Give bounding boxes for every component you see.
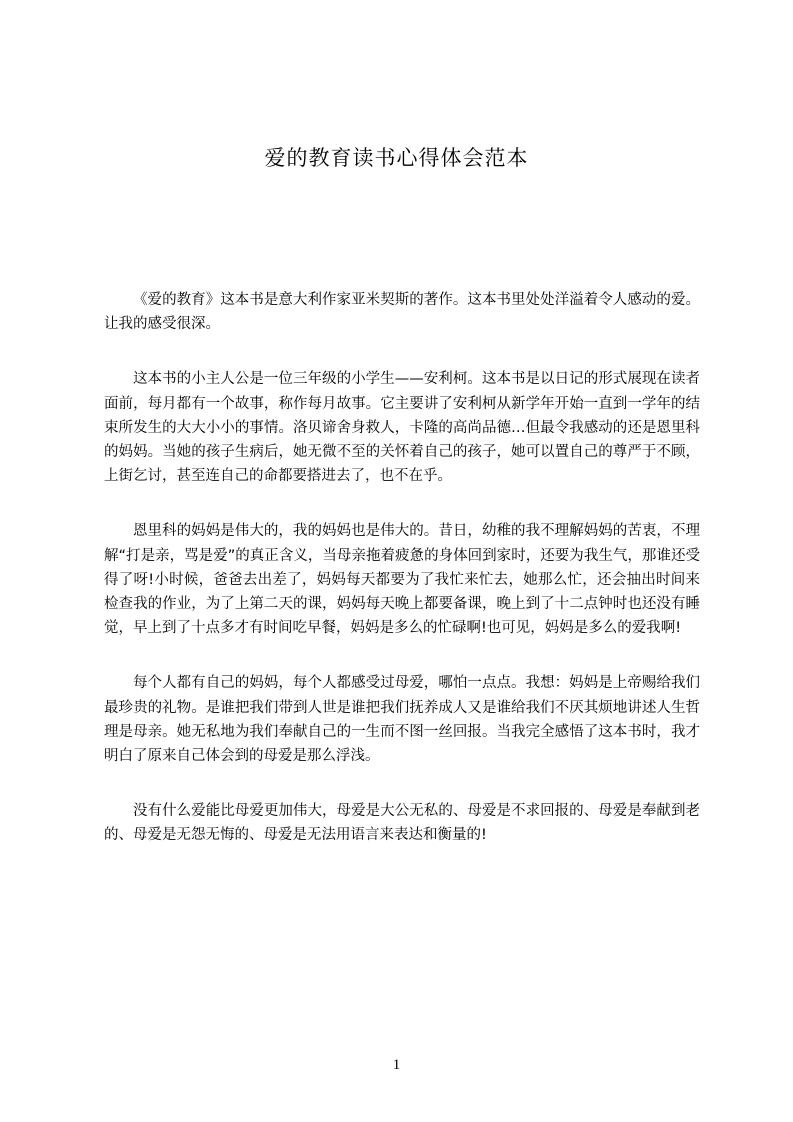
- document-body: [104, 288, 700, 879]
- paragraph-3: 恩里科的妈妈是伟大的，我的妈妈也是伟大的。昔日，幼稚的我不理解妈妈的苦衷，不理解“打是亲，骂是爱”的真正含义，当母亲拖着疲惫的身体回到家时，还要为我生气，那谁还受得了呀!小时候，爸爸去出差了，妈妈每天都要为了我忙来忙去，她那么忙，还会抽出时间来检查我的作业，为了上第二天的课，妈妈每天晚上都要备课，晚上到了十二点钟时也还没有睡觉，早上到了十点多才有时间吃早餐，妈妈是多么的忙碌啊!也可见，妈妈是多么的爱我啊!: [104, 523, 700, 637]
- paragraph-2: 这本书的小主人公是一位三年级的小学生——安利柯。这本书是以日记的形式展现在读者面前，每月都有一个故事，称作每月故事。它主要讲了安利柯从新学年开始一直到一学年的结束所发生的大大小小的事情。洛贝谛舍身救人，卡隆的高尚品德…但最令我感动的还是恩里科的妈妈。当她的孩子生病后，她无微不至的关怀着自己的孩子，她可以置自己的尊严于不顾，上街乞讨，甚至连自己的命都要搭进去了，也不在乎。: [104, 371, 700, 485]
- paragraph-1: 《爱的教育》这本书是意大利作家亚米契斯的著作。这本书里处处洋溢着令人感动的爱。让我的感受很深。: [104, 292, 700, 333]
- paragraph-5: 没有什么爱能比母爱更加伟大，母爱是大公无私的、母爱是不求回报的、母爱是奉献到老的、母爱是无怨无悔的、母爱是无法用语言来表达和衡量的!: [104, 803, 700, 844]
- paragraph-4: 每个人都有自己的妈妈，每个人都感受过母爱，哪怕一点点。我想：妈妈是上帝赐给我们最珍贵的礼物。是谁把我们带到人世是谁把我们抚养成人又是谁给我们不厌其烦地讲述人生哲理是母亲。她无私地为我们奉献自己的一生而不图一丝回报。当我完全感悟了这本书时，我才明白了原来自己体会到的母爱是那么浮浅。: [104, 675, 700, 765]
- page-number: 1: [392, 1057, 401, 1073]
- document-title: 爱的教育读书心得体会范本: [264, 146, 529, 170]
